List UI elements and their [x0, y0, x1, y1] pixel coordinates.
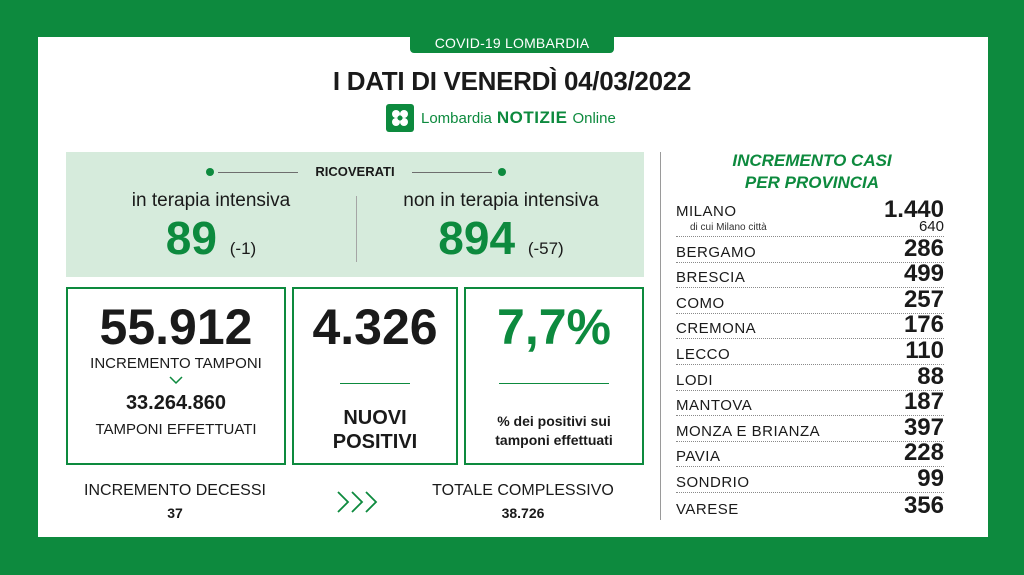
province-title-line-2: PER PROVINCIA [744, 173, 880, 192]
province-row-cremona [676, 311, 944, 340]
province-value: 356 [903, 491, 944, 519]
percentuale-value: 7,7% [497, 299, 611, 355]
province-row-milano [676, 195, 944, 237]
province-row-pavia [676, 439, 944, 468]
milano-citta-value: 640 [918, 218, 944, 235]
non-intensiva-delta: (-57) [527, 239, 564, 258]
province-title-line-1: INCREMENTO CASI [732, 151, 892, 170]
province-row-mantova [676, 388, 944, 417]
region-tab: COVID-19 LOMBARDIA [410, 33, 614, 53]
province-row-varese [676, 493, 944, 519]
ricoverati-panel [66, 152, 644, 277]
province-value: 88 [917, 362, 944, 390]
tamponi-box [66, 287, 286, 465]
province-name: VARESE [676, 500, 739, 518]
province-value: 257 [903, 285, 944, 313]
nuovi-positivi-value: 4.326 [312, 299, 438, 355]
nuovi-positivi-label-1: NUOVI [343, 407, 407, 429]
positivi-separator [340, 383, 410, 384]
province-name: LECCO [676, 345, 731, 363]
percentuale-separator [499, 383, 609, 384]
province-name: MILANO [676, 203, 737, 220]
page-title: I DATI DI VENERDÌ 04/03/2022 [332, 66, 692, 96]
province-name: BERGAMO [676, 243, 757, 261]
incremento-tamponi-label: INCREMENTO TAMPONI [90, 355, 262, 372]
tamponi-totale-label: TAMPONI EFFETTUATI [95, 421, 257, 438]
province-separator [660, 152, 661, 520]
tamponi-totale-value: 33.264.860 [125, 392, 227, 414]
province-row-lecco [676, 336, 944, 365]
non-intensiva-label: non in terapia intensiva [403, 190, 599, 211]
ricoverati-header: RICOVERATI [315, 164, 395, 179]
clover-logo-icon [386, 104, 414, 132]
incremento-decessi-label: INCREMENTO DECESSI [84, 482, 266, 499]
province-value: 187 [903, 388, 944, 416]
intensiva-block [96, 190, 326, 275]
incremento-decessi-value: 37 [167, 505, 183, 521]
province-value: 176 [903, 311, 944, 339]
intensiva-label: in terapia intensiva [131, 190, 291, 211]
province-value: 99 [917, 464, 944, 492]
province-value: 1.440 [883, 196, 944, 223]
province-title [662, 150, 962, 194]
totale-decessi-label: TOTALE COMPLESSIVO [432, 482, 614, 499]
province-value: 228 [903, 439, 944, 467]
province-name: MANTOVA [676, 397, 753, 415]
intensiva-delta: (-1) [229, 239, 257, 258]
dot-right-icon [498, 168, 506, 176]
province-name: COMO [676, 294, 725, 312]
province-name: SONDRIO [676, 473, 750, 491]
province-list [676, 195, 944, 519]
intensiva-value: 89 [165, 212, 217, 264]
province-row-lodi [676, 362, 944, 391]
totale-decessi [418, 482, 628, 521]
province-value: 397 [903, 413, 944, 441]
province-row-monza-e-brianza [676, 413, 944, 442]
percentuale-box [464, 287, 644, 465]
province-row-brescia [676, 260, 944, 289]
percentuale-label-2: tamponi effettuati [495, 432, 613, 448]
province-row-como [676, 285, 944, 314]
ricoverati-divider [356, 196, 357, 262]
logo-text-notizie: NOTIZIE [496, 108, 568, 127]
milano-citta-label: di cui Milano città [690, 222, 767, 233]
non-intensiva-block [376, 190, 626, 275]
logo-text-lombardia: Lombardia [421, 110, 492, 127]
triple-chevron-right-icon [334, 486, 382, 518]
non-intensiva-value: 894 [438, 212, 516, 264]
province-name: PAVIA [676, 448, 721, 466]
incremento-tamponi-value: 55.912 [99, 299, 253, 355]
province-value: 110 [905, 336, 944, 364]
incremento-decessi [70, 482, 280, 521]
province-row-bergamo [676, 234, 944, 263]
province-row-sondrio [676, 464, 944, 493]
province-value: 499 [903, 260, 944, 288]
logo-text-online: Online [572, 110, 616, 127]
province-name: LODI [676, 371, 714, 389]
logo [386, 103, 616, 133]
percentuale-label-1: % dei positivi sui [497, 413, 611, 429]
province-name: MONZA E BRIANZA [676, 422, 821, 440]
totale-decessi-value: 38.726 [501, 505, 545, 521]
province-name: BRESCIA [676, 269, 746, 287]
divider-line-right [412, 172, 492, 173]
positivi-box [292, 287, 458, 465]
chevron-down-icon [68, 372, 284, 392]
province-value: 286 [903, 234, 944, 262]
nuovi-positivi-label-2: POSITIVI [332, 431, 418, 453]
province-name: CREMONA [676, 320, 757, 338]
